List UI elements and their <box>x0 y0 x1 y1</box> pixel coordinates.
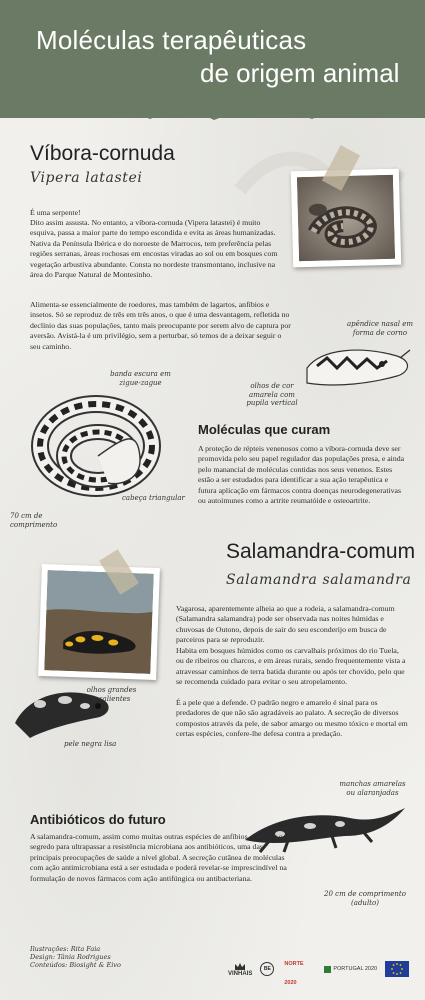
credit-design: Design: Tânia Rodrigues <box>30 953 111 961</box>
salamander-scientific-name: Salamandra salamandra <box>226 572 412 588</box>
credit-content: Conteúdos: Biosight & Eivo <box>30 961 121 969</box>
salamander-title: Salamandra-comum <box>226 540 416 563</box>
salamander-photo <box>38 564 160 680</box>
annotation-zigzag-band: banda escura em zigue-zague <box>110 370 171 387</box>
norte2020-logo-text: NORTE 2020 <box>284 961 304 986</box>
viper-scientific-name: Vipera latastei <box>30 170 143 186</box>
vinhais-logo-text: VINHAIS <box>228 970 253 977</box>
salamander-photo-image <box>44 570 153 674</box>
credits <box>30 945 121 969</box>
vinhais-logo <box>228 962 252 977</box>
cure-text: A proteção de répteis venenosos como a víbora-cornuda deve ser promovida pelo seu papel regulador das populações presa, e ainda pelo manancial de moléculas contidas nos seus venenos. Estes estão a ser estudados para identificar a sua ação terapêutica e futura aplicação em fármacos contra doenças neurodegenerativas ou autoimunes como a artrite reumatóide e osteoartrite. <box>198 444 405 506</box>
header-torn-edge <box>0 104 425 126</box>
cure-title: Moléculas que curam <box>198 422 331 437</box>
be-logo <box>260 962 274 976</box>
norte2020-logo <box>284 950 316 988</box>
logo-strip <box>228 960 409 986</box>
salamander-head-illustration <box>10 668 120 748</box>
antibiotics-text: A salamandra-comum, assim como muitas outras espécies de anfíbios, pode ter o segredo para ultrapassar a resistência microbiana aos antibióticos, uma das principais preocupações de saúde a nível global. A secreção cutânea de moléculas com ação antimicrobiana está a ser estudada e poderá revelar-se imprescindível na formulação de novos fármacos com ação antifúngica ou antibacteriana. <box>30 832 287 883</box>
portugal-mark-icon <box>324 966 331 973</box>
eu-flag-icon <box>385 961 409 977</box>
viper-intro-heading: É uma serpente! <box>30 208 81 217</box>
annotation-nasal-appendage: apêndice nasal em forma de corno <box>346 320 413 337</box>
coiled-viper-illustration <box>28 368 188 513</box>
viper-paragraph-1: Dito assim assusta. No entanto, a víbora-cornuda (Vipera latastei) é muito esquiva, passa a maior parte do tempo escondida e evita as áreas humanizadas. Nativa da Península Ibérica e do noroeste de Marrocos, tem preferência pelas regiões serranas, áreas rochosas em encostas viradas ao sol ou em bosques com vegetação arbustiva abundante. Consta no nordeste transmontano, inclusive na área do Parque Natural de Montesinho. <box>30 218 278 280</box>
page-title-line2: de origem animal <box>200 58 400 88</box>
viper-photo-image <box>297 175 395 261</box>
vinhais-crest-icon <box>234 962 246 971</box>
annotation-viper-length: 70 cm de comprimento <box>10 512 58 529</box>
salamander-paragraph-2: Habita em bosques húmidos como os carvalhais próximos do rio Tuela, ou de ribeiros ou charcos, e em áreas rurais, sendo frequentemente vista a atravessar caminhos de terra batida durante ou após ter chovido, pelo que se recomenda cuidado para evitar o seu atropelamento. <box>176 646 406 687</box>
credit-illustration: Ilustrações: Rita Faia <box>30 945 101 953</box>
annotation-triangular-head: cabeça triangular <box>122 494 185 502</box>
be-logo-text: BE <box>260 962 274 976</box>
annotation-salamander-skin: pele negra lisa <box>64 740 117 748</box>
portugal2020-logo <box>324 966 377 973</box>
annotation-yellow-spots: manchas amarelas ou alaranjadas <box>339 780 406 797</box>
viper-photo <box>291 169 401 268</box>
portugal2020-logo-text: PORTUGAL 2020 <box>333 966 378 972</box>
viper-head-illustration <box>302 328 417 398</box>
antibiotics-title: Antibióticos do futuro <box>30 812 166 827</box>
viper-paragraph-2: Alimenta-se essencialmente de roedores, mas também de lagartos, anfíbios e insetos. Só se reproduz de três em três anos, o que é uma desvantagem, refletida no declínio das suas populações, tanto mais preocupante por serem alvo de captura por aversão. Avistá-la é um privilégio, sem a perturbar, só temos de a deixar seguir o seu caminho. <box>30 300 291 351</box>
salamander-paragraph-3: É a pele que a defende. O padrão negro e amarelo é sinal para os predadores de que não são agradáveis ao palato. A secreção de diversos compostos através da pele, de sabor amargo ou mesmo tóxico e mortal em certas espécies, confere-lhe defesa contra a predação. <box>176 698 408 739</box>
annotation-viper-eyes: olhos de cor amarela com pupila vertical <box>246 382 298 407</box>
page-title-line1: Moléculas terapêuticas <box>36 25 307 55</box>
salamander-paragraph-1: Vagarosa, aparentemente alheia ao que a rodeia, a salamandra-comum (Salamandra salamandra) pode ser observada nas noites húmidas e chuvosas de Outono, depois de sair do seu esconderijo em busca de parceiros para se reproduzir. <box>176 604 395 645</box>
annotation-salamander-length: 20 cm de comprimento (adulto) <box>324 890 406 907</box>
annotation-salamander-eyes: olhos grandes e salientes <box>86 686 137 703</box>
viper-title: Víbora-cornuda <box>30 142 175 165</box>
